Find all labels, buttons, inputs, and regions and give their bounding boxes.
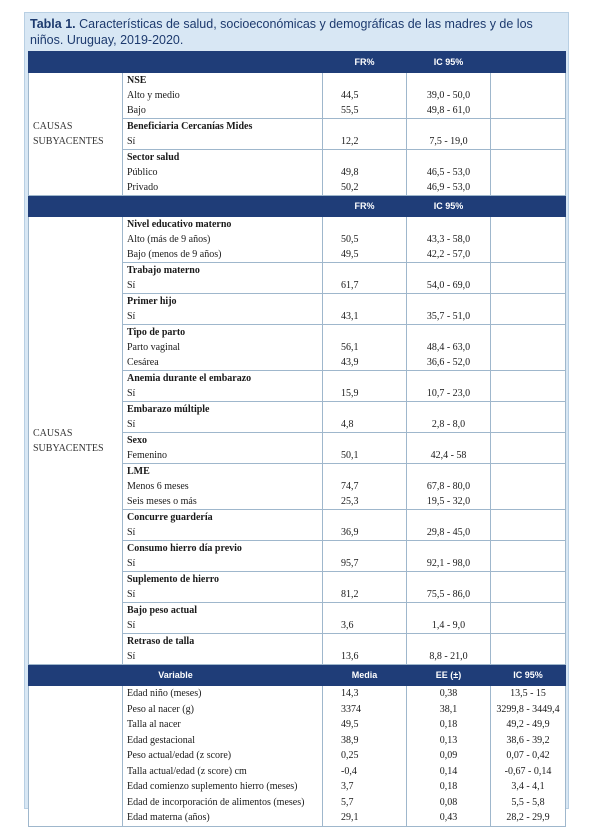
group-ic-blank <box>407 603 491 619</box>
header-empty <box>29 196 123 217</box>
row-fr: 50,1 <box>323 448 407 464</box>
row-fr: 74,7 <box>323 479 407 494</box>
row-extra <box>491 556 566 572</box>
row-ic: 8,8 - 21,0 <box>407 649 491 665</box>
row-extra <box>491 88 566 103</box>
header-fr: FR% <box>323 196 407 217</box>
group-fr-blank <box>323 217 407 233</box>
row-ic: 39,0 - 50,0 <box>407 88 491 103</box>
row-ic: 43,3 - 58,0 <box>407 232 491 247</box>
group-ic-blank <box>407 433 491 449</box>
row-fr: 4,8 <box>323 417 407 433</box>
group-fr-blank <box>323 433 407 449</box>
row-label: Peso actual/edad (z score) <box>123 748 323 764</box>
row-extra <box>491 448 566 464</box>
row-fr: 55,5 <box>323 103 407 119</box>
row-label: Sí <box>123 134 323 150</box>
row-blank <box>29 686 123 702</box>
group-extra-blank <box>491 119 566 135</box>
row-fr: 12,2 <box>323 134 407 150</box>
row-label: Cesárea <box>123 355 323 371</box>
table-row <box>29 779 566 795</box>
row-blank <box>29 764 123 780</box>
table-body <box>29 52 566 827</box>
group-fr-blank <box>323 541 407 557</box>
group-extra-blank <box>491 217 566 233</box>
row-extra <box>491 103 566 119</box>
group-ic-blank <box>407 510 491 526</box>
row-ic: 49,8 - 61,0 <box>407 103 491 119</box>
row-label: Femenino <box>123 448 323 464</box>
table-row <box>29 702 566 718</box>
group-extra-blank <box>491 294 566 310</box>
row-extra <box>491 247 566 263</box>
group-title: Concurre guardería <box>123 510 323 526</box>
row-fr: 15,9 <box>323 386 407 402</box>
group-extra-blank <box>491 150 566 166</box>
row-extra <box>491 355 566 371</box>
row-ee: 0,14 <box>407 764 491 780</box>
group-extra-blank <box>491 433 566 449</box>
row-blank <box>29 795 123 811</box>
table-row <box>29 764 566 780</box>
row-ic: 75,5 - 86,0 <box>407 587 491 603</box>
header-ee: EE (±) <box>407 665 491 686</box>
row-ic: 10,7 - 23,0 <box>407 386 491 402</box>
row-fr: 95,7 <box>323 556 407 572</box>
group-ic-blank <box>407 294 491 310</box>
row-ic: 46,5 - 53,0 <box>407 165 491 180</box>
row-label: Seis meses o más <box>123 494 323 510</box>
group-title: Retraso de talla <box>123 634 323 650</box>
group-fr-blank <box>323 603 407 619</box>
row-ic: 54,0 - 69,0 <box>407 278 491 294</box>
row-ic: 36,6 - 52,0 <box>407 355 491 371</box>
row-label: Peso al nacer (g) <box>123 702 323 718</box>
row-ic: 28,2 - 29,9 <box>491 810 566 826</box>
row-fr: 13,6 <box>323 649 407 665</box>
row-ic: 1,4 - 9,0 <box>407 618 491 634</box>
row-label: Alto y medio <box>123 88 323 103</box>
row-extra <box>491 618 566 634</box>
row-label: Sí <box>123 618 323 634</box>
group-ic-blank <box>407 150 491 166</box>
row-label: Bajo <box>123 103 323 119</box>
row-ee: 0,43 <box>407 810 491 826</box>
group-title: Primer hijo <box>123 294 323 310</box>
group-extra-blank <box>491 73 566 89</box>
row-fr: 49,5 <box>323 247 407 263</box>
row-label: Sí <box>123 278 323 294</box>
header-row-3 <box>29 665 566 686</box>
row-ic: 19,5 - 32,0 <box>407 494 491 510</box>
row-ic: 67,8 - 80,0 <box>407 479 491 494</box>
group-title: Tipo de parto <box>123 325 323 341</box>
header-row-1 <box>29 52 566 73</box>
group-extra-blank <box>491 402 566 418</box>
row-ee: 38,1 <box>407 702 491 718</box>
row-fr: 49,8 <box>323 165 407 180</box>
group-title: Nivel educativo materno <box>123 217 323 233</box>
group-fr-blank <box>323 464 407 480</box>
group-title: NSE <box>123 73 323 89</box>
group-fr-blank <box>323 572 407 588</box>
row-ic: 7,5 - 19,0 <box>407 134 491 150</box>
row-media: -0,4 <box>323 764 407 780</box>
group-extra-blank <box>491 263 566 279</box>
table-row <box>29 795 566 811</box>
row-ic: 92,1 - 98,0 <box>407 556 491 572</box>
row-ic: 0,07 - 0,42 <box>491 748 566 764</box>
row-label: Sí <box>123 649 323 665</box>
row-ee: 0,13 <box>407 733 491 749</box>
row-extra <box>491 386 566 402</box>
row-fr: 25,3 <box>323 494 407 510</box>
row-media: 0,25 <box>323 748 407 764</box>
group-title: Trabajo materno <box>123 263 323 279</box>
group-fr-blank <box>323 150 407 166</box>
row-ic: 48,4 - 63,0 <box>407 340 491 355</box>
group-row <box>29 217 566 233</box>
row-media: 14,3 <box>323 686 407 702</box>
row-ic: 46,9 - 53,0 <box>407 180 491 196</box>
row-ic: 42,4 - 58 <box>407 448 491 464</box>
row-extra <box>491 165 566 180</box>
row-fr: 81,2 <box>323 587 407 603</box>
row-fr: 43,9 <box>323 355 407 371</box>
row-fr: 50,5 <box>323 232 407 247</box>
row-label: Público <box>123 165 323 180</box>
table-row <box>29 686 566 702</box>
group-title: Consumo hierro día previo <box>123 541 323 557</box>
row-label: Sí <box>123 417 323 433</box>
table-title <box>30 16 562 48</box>
row-label: Privado <box>123 180 323 196</box>
group-title: Beneficiaria Cercanías Mides <box>123 119 323 135</box>
group-ic-blank <box>407 402 491 418</box>
group-extra-blank <box>491 371 566 387</box>
row-media: 5,7 <box>323 795 407 811</box>
row-label: Edad gestacional <box>123 733 323 749</box>
group-ic-blank <box>407 371 491 387</box>
row-fr: 36,9 <box>323 525 407 541</box>
row-fr: 61,7 <box>323 278 407 294</box>
row-label: Edad de incorporación de alimentos (meses) <box>123 795 323 811</box>
row-label: Sí <box>123 556 323 572</box>
group-extra-blank <box>491 634 566 650</box>
group-fr-blank <box>323 263 407 279</box>
group-ic-blank <box>407 541 491 557</box>
row-label: Edad materna (años) <box>123 810 323 826</box>
row-extra <box>491 525 566 541</box>
row-ee: 0,38 <box>407 686 491 702</box>
row-blank <box>29 779 123 795</box>
row-extra <box>491 232 566 247</box>
row-ic: 35,7 - 51,0 <box>407 309 491 325</box>
row-blank <box>29 702 123 718</box>
header-variable: Variable <box>29 665 323 686</box>
row-blank <box>29 733 123 749</box>
data-table <box>28 51 566 827</box>
row-extra <box>491 278 566 294</box>
group-fr-blank <box>323 402 407 418</box>
group-title: Bajo peso actual <box>123 603 323 619</box>
row-ee: 0,09 <box>407 748 491 764</box>
group-extra-blank <box>491 603 566 619</box>
group-ic-blank <box>407 73 491 89</box>
header-ic: IC 95% <box>407 196 491 217</box>
table-row <box>29 748 566 764</box>
header-ic: IC 95% <box>491 665 566 686</box>
group-fr-blank <box>323 634 407 650</box>
row-ic: 29,8 - 45,0 <box>407 525 491 541</box>
title-bold: Tabla 1. <box>30 17 76 31</box>
group-fr-blank <box>323 119 407 135</box>
row-label: Sí <box>123 525 323 541</box>
group-title: Sector salud <box>123 150 323 166</box>
row-extra <box>491 587 566 603</box>
group-title: LME <box>123 464 323 480</box>
header-row-2 <box>29 196 566 217</box>
row-ic: 3299,8 - 3449,4 <box>491 702 566 718</box>
row-fr: 44,5 <box>323 88 407 103</box>
group-row <box>29 73 566 89</box>
row-ic: 42,2 - 57,0 <box>407 247 491 263</box>
header-empty <box>123 196 323 217</box>
row-ic: 2,8 - 8,0 <box>407 417 491 433</box>
row-blank <box>29 748 123 764</box>
title-text: Características de salud, socioeconómicas y demográficas de las madres y de los niños. Uruguay, 2019-2020. <box>30 17 533 47</box>
row-media: 3,7 <box>323 779 407 795</box>
row-label: Talla actual/edad (z score) cm <box>123 764 323 780</box>
table-row <box>29 733 566 749</box>
row-media: 49,5 <box>323 717 407 733</box>
row-ee: 0,18 <box>407 717 491 733</box>
group-ic-blank <box>407 464 491 480</box>
causas-label: CAUSAS SUBYACENTES <box>29 217 123 665</box>
group-ic-blank <box>407 634 491 650</box>
group-extra-blank <box>491 325 566 341</box>
table-row <box>29 810 566 826</box>
row-label: Edad niño (meses) <box>123 686 323 702</box>
row-ee: 0,18 <box>407 779 491 795</box>
row-blank <box>29 717 123 733</box>
header-media: Media <box>323 665 407 686</box>
row-label: Talla al nacer <box>123 717 323 733</box>
row-ic: 3,4 - 4,1 <box>491 779 566 795</box>
group-extra-blank <box>491 541 566 557</box>
row-ic: 38,6 - 39,2 <box>491 733 566 749</box>
header-empty <box>123 52 323 73</box>
group-extra-blank <box>491 510 566 526</box>
group-title: Anemia durante el embarazo <box>123 371 323 387</box>
group-extra-blank <box>491 572 566 588</box>
row-blank <box>29 810 123 826</box>
group-fr-blank <box>323 325 407 341</box>
row-label: Alto (más de 9 años) <box>123 232 323 247</box>
causas-label: CAUSAS SUBYACENTES <box>29 73 123 196</box>
group-ic-blank <box>407 263 491 279</box>
row-extra <box>491 494 566 510</box>
group-fr-blank <box>323 510 407 526</box>
row-label: Sí <box>123 587 323 603</box>
group-ic-blank <box>407 217 491 233</box>
header-empty <box>491 196 566 217</box>
header-fr: FR% <box>323 52 407 73</box>
group-extra-blank <box>491 464 566 480</box>
row-fr: 3,6 <box>323 618 407 634</box>
row-extra <box>491 649 566 665</box>
row-fr: 43,1 <box>323 309 407 325</box>
header-empty <box>29 52 123 73</box>
row-fr: 56,1 <box>323 340 407 355</box>
row-extra <box>491 417 566 433</box>
row-label: Edad comienzo suplemento hierro (meses) <box>123 779 323 795</box>
row-extra <box>491 479 566 494</box>
row-ic: 13,5 - 15 <box>491 686 566 702</box>
table-frame <box>24 12 569 823</box>
row-ic: -0,67 - 0,14 <box>491 764 566 780</box>
row-label: Menos 6 meses <box>123 479 323 494</box>
group-fr-blank <box>323 294 407 310</box>
row-label: Parto vaginal <box>123 340 323 355</box>
row-extra <box>491 309 566 325</box>
group-fr-blank <box>323 371 407 387</box>
row-ee: 0,08 <box>407 795 491 811</box>
row-label: Sí <box>123 309 323 325</box>
row-extra <box>491 180 566 196</box>
row-media: 29,1 <box>323 810 407 826</box>
group-ic-blank <box>407 572 491 588</box>
group-ic-blank <box>407 119 491 135</box>
row-ic: 49,2 - 49,9 <box>491 717 566 733</box>
row-label: Bajo (menos de 9 años) <box>123 247 323 263</box>
header-ic: IC 95% <box>407 52 491 73</box>
row-ic: 5,5 - 5,8 <box>491 795 566 811</box>
group-title: Embarazo múltiple <box>123 402 323 418</box>
row-media: 38,9 <box>323 733 407 749</box>
row-label: Sí <box>123 386 323 402</box>
row-fr: 50,2 <box>323 180 407 196</box>
group-ic-blank <box>407 325 491 341</box>
group-title: Sexo <box>123 433 323 449</box>
group-title: Suplemento de hierro <box>123 572 323 588</box>
table-row <box>29 717 566 733</box>
row-extra <box>491 340 566 355</box>
row-media: 3374 <box>323 702 407 718</box>
row-extra <box>491 134 566 150</box>
header-empty <box>491 52 566 73</box>
group-fr-blank <box>323 73 407 89</box>
